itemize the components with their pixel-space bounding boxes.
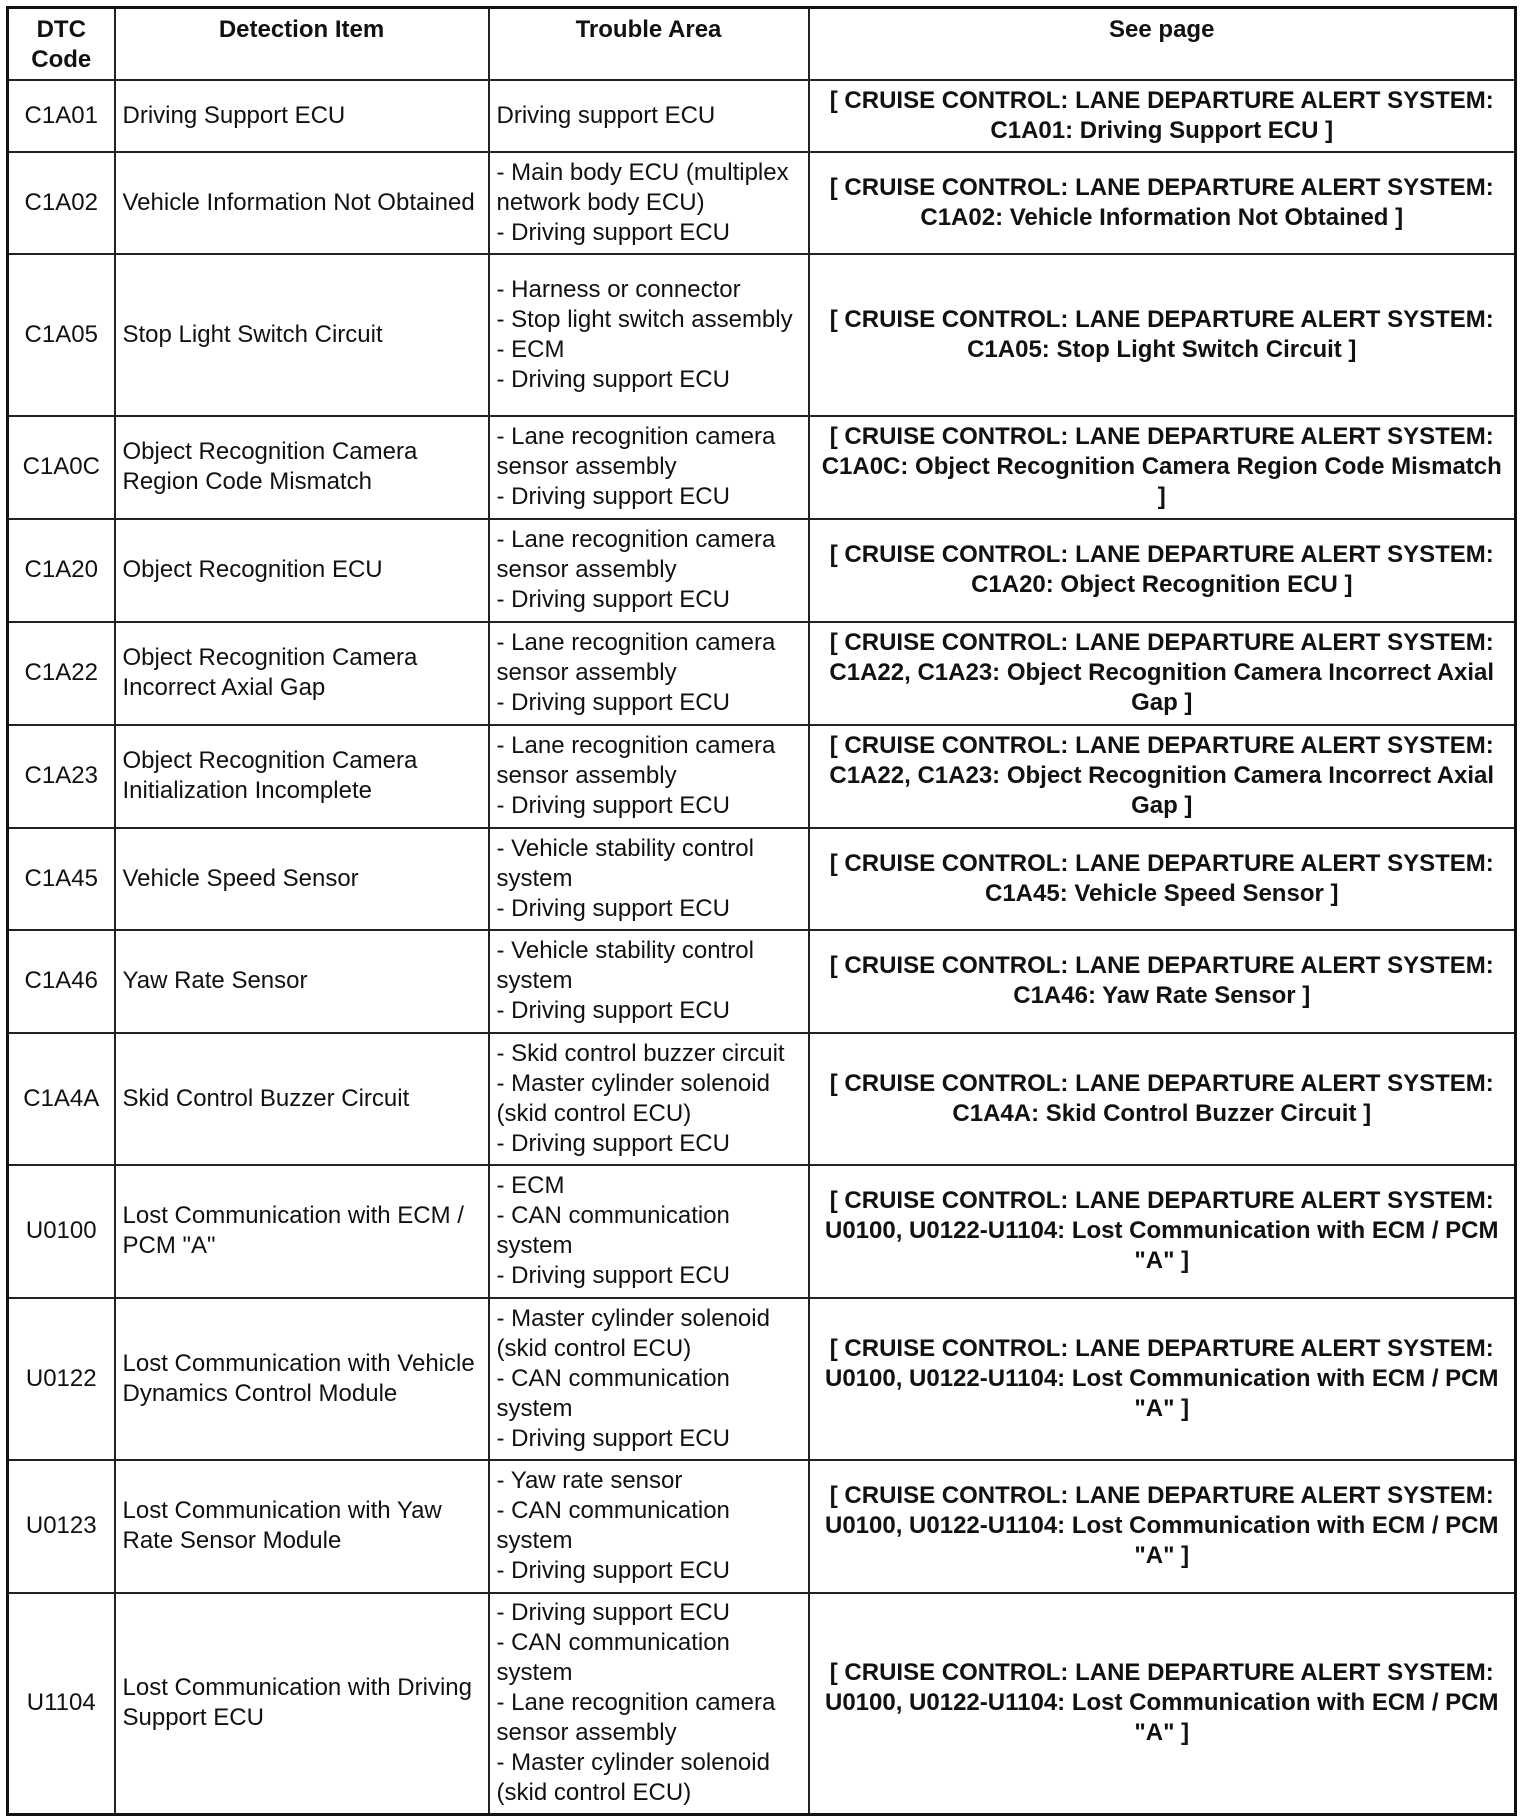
detection-item: Stop Light Switch Circuit [115,254,489,416]
trouble-area-line: - Lane recognition camera sensor assembly [496,629,776,686]
detection-item: Vehicle Speed Sensor [115,828,489,930]
see-page-link[interactable]: [ CRUISE CONTROL: LANE DEPARTURE ALERT SYSTEM: C1A46: Yaw Rate Sensor ] [809,930,1516,1033]
see-page-link[interactable]: [ CRUISE CONTROL: LANE DEPARTURE ALERT SYSTEM: U0100, U0122-U1104: Lost Communication with ECM / PCM "A" ] [809,1298,1516,1460]
detection-item: Yaw Rate Sensor [115,930,489,1033]
trouble-area-line: - Lane recognition camera sensor assembly [496,732,776,789]
see-page-link[interactable]: [ CRUISE CONTROL: LANE DEPARTURE ALERT SYSTEM: U0100, U0122-U1104: Lost Communication with ECM / PCM "A" ] [809,1165,1516,1298]
table-row [8,930,1516,1033]
trouble-area [489,80,809,152]
detection-item: Lost Communication with ECM / PCM "A" [115,1165,489,1298]
trouble-area [489,254,809,416]
detection-item: Vehicle Information Not Obtained [115,152,489,254]
trouble-area-line: - Skid control buzzer circuit [496,1039,785,1067]
detection-item: Skid Control Buzzer Circuit [115,1033,489,1165]
detection-item: Object Recognition Camera Initialization Incomplete [115,725,489,828]
trouble-area-line: - Driving support ECU [496,997,730,1024]
trouble-area-line: - Lane recognition camera sensor assembly [496,526,776,583]
trouble-area [489,416,809,519]
detection-item: Object Recognition ECU [115,519,489,622]
header-dtc-code-line1: DTC [36,16,86,43]
dtc-code: C1A46 [8,930,115,1033]
trouble-area [489,1298,809,1460]
trouble-area [489,152,809,254]
trouble-area-line: - Harness or connector [496,275,741,303]
trouble-area-line: - Master cylinder solenoid (skid control ECU) [496,1069,770,1127]
trouble-area-line: - Driving support ECU [496,1424,730,1452]
header-row [8,8,1516,80]
table-row [8,1033,1516,1165]
dtc-code: C1A4A [8,1033,115,1165]
dtc-code: C1A23 [8,725,115,828]
detection-item: Lost Communication with Driving Support ECU [115,1593,489,1815]
header-detection-item: Detection Item [115,8,489,80]
trouble-area-line: - Driving support ECU [496,218,730,246]
dtc-code: C1A02 [8,152,115,254]
trouble-area-line: - CAN communication system [496,1629,730,1687]
table-row [8,80,1516,152]
trouble-area-line: - Driving support ECU [496,894,730,922]
table-row [8,152,1516,254]
see-page-link[interactable]: [ CRUISE CONTROL: LANE DEPARTURE ALERT SYSTEM: C1A45: Vehicle Speed Sensor ] [809,828,1516,930]
trouble-area-line: - Main body ECU (multiplex network body ECU) [496,158,789,216]
trouble-area-line: - Vehicle stability control system [496,834,754,892]
trouble-area-line: - ECM [496,335,565,363]
table-row [8,1593,1516,1815]
trouble-area-line: - Driving support ECU [496,792,730,819]
table-row [8,622,1516,725]
detection-item: Lost Communication with Vehicle Dynamics Control Module [115,1298,489,1460]
trouble-area-line: - Vehicle stability control system [496,937,754,994]
trouble-area [489,1033,809,1165]
dtc-code: U0100 [8,1165,115,1298]
header-dtc-code-line2: Code [31,46,92,73]
see-page-link[interactable]: [ CRUISE CONTROL: LANE DEPARTURE ALERT SYSTEM: C1A20: Object Recognition ECU ] [809,519,1516,622]
see-page-link[interactable]: [ CRUISE CONTROL: LANE DEPARTURE ALERT SYSTEM: C1A01: Driving Support ECU ] [809,80,1516,152]
header-trouble-area: Trouble Area [489,8,809,80]
trouble-area-line: - Driving support ECU [496,1599,730,1627]
table-row [8,254,1516,416]
trouble-area [489,1165,809,1298]
dtc-code: U0123 [8,1460,115,1593]
see-page-link[interactable]: [ CRUISE CONTROL: LANE DEPARTURE ALERT SYSTEM: C1A05: Stop Light Switch Circuit ] [809,254,1516,416]
see-page-link[interactable]: [ CRUISE CONTROL: LANE DEPARTURE ALERT SYSTEM: C1A0C: Object Recognition Camera Region Code Mismatch ] [809,416,1516,519]
trouble-area [489,1460,809,1593]
trouble-area-line: - Master cylinder solenoid (skid control ECU) [496,1304,770,1362]
trouble-area [489,828,809,930]
dtc-table [6,6,1517,1816]
see-page-link[interactable]: [ CRUISE CONTROL: LANE DEPARTURE ALERT SYSTEM: C1A02: Vehicle Information Not Obtained ] [809,152,1516,254]
dtc-code: U1104 [8,1593,115,1815]
trouble-area-line: - Driving support ECU [496,365,730,393]
trouble-area-line: - CAN communication system [496,1202,730,1259]
header-dtc-code [8,8,115,80]
trouble-area-line: - Driving support ECU [496,1262,730,1289]
see-page-link[interactable]: [ CRUISE CONTROL: LANE DEPARTURE ALERT SYSTEM: C1A22, C1A23: Object Recognition Camera Incorrect Axial Gap ] [809,725,1516,828]
table-row [8,519,1516,622]
trouble-area [489,519,809,622]
trouble-area [489,930,809,1033]
trouble-area [489,622,809,725]
trouble-area-line: - Driving support ECU [496,1129,730,1157]
trouble-area-line: - Stop light switch assembly [496,305,793,333]
detection-item: Lost Communication with Yaw Rate Sensor Module [115,1460,489,1593]
trouble-area-line: - Driving support ECU [496,689,730,716]
trouble-area-line: - Lane recognition camera sensor assembly [496,423,776,480]
see-page-link[interactable]: [ CRUISE CONTROL: LANE DEPARTURE ALERT SYSTEM: C1A4A: Skid Control Buzzer Circuit ] [809,1033,1516,1165]
see-page-link[interactable]: [ CRUISE CONTROL: LANE DEPARTURE ALERT SYSTEM: U0100, U0122-U1104: Lost Communication with ECM / PCM "A" ] [809,1593,1516,1815]
trouble-area-line: - Master cylinder solenoid (skid control ECU) [496,1749,770,1807]
trouble-area-line: - Driving support ECU [496,1557,730,1584]
detection-item: Object Recognition Camera Region Code Mismatch [115,416,489,519]
table-row [8,828,1516,930]
detection-item: Driving Support ECU [115,80,489,152]
dtc-code: U0122 [8,1298,115,1460]
dtc-code: C1A22 [8,622,115,725]
trouble-area-line: - Lane recognition camera sensor assembly [496,1689,776,1747]
header-see-page: See page [809,8,1516,80]
trouble-area-line: Driving support ECU [496,101,716,129]
trouble-area [489,1593,809,1815]
dtc-code: C1A01 [8,80,115,152]
trouble-area [489,725,809,828]
table-row [8,725,1516,828]
table-row [8,416,1516,519]
dtc-code: C1A0C [8,416,115,519]
trouble-area-line: - Yaw rate sensor [496,1467,683,1494]
see-page-link[interactable]: [ CRUISE CONTROL: LANE DEPARTURE ALERT SYSTEM: U0100, U0122-U1104: Lost Communication with ECM / PCM "A" ] [809,1460,1516,1593]
see-page-link[interactable]: [ CRUISE CONTROL: LANE DEPARTURE ALERT SYSTEM: C1A22, C1A23: Object Recognition Camera Incorrect Axial Gap ] [809,622,1516,725]
dtc-code: C1A20 [8,519,115,622]
trouble-area-line: - CAN communication system [496,1497,730,1554]
table-row [8,1298,1516,1460]
trouble-area-line: - Driving support ECU [496,586,730,613]
trouble-area-line: - Driving support ECU [496,483,730,510]
trouble-area-line: - CAN communication system [496,1364,730,1422]
table-row [8,1460,1516,1593]
table-row [8,1165,1516,1298]
dtc-code: C1A05 [8,254,115,416]
detection-item: Object Recognition Camera Incorrect Axial Gap [115,622,489,725]
dtc-code: C1A45 [8,828,115,930]
trouble-area-line: - ECM [496,1172,565,1199]
